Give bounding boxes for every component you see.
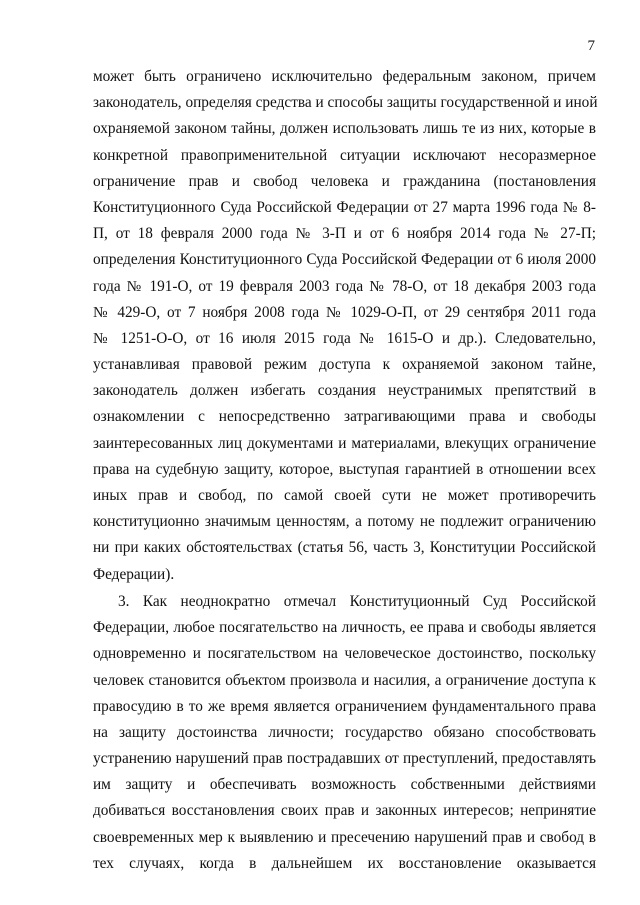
text-line: ограничение прав и свобод человека и гражданина (постановления	[93, 172, 596, 190]
text-line: на защиту достоинства личности; государство обязано способствовать	[93, 723, 596, 741]
text-line: права на судебную защиту, которое, выступая гарантией в отношении всех	[93, 460, 596, 478]
text-line: законодатель должен избегать создания неустранимых препятствий в	[93, 382, 596, 400]
text-line: ознакомлении с непосредственно затрагивающими права и свободы	[93, 408, 596, 426]
text-line: Конституционного Суда Российской Федерации от 27 марта 1996 года № 8-	[93, 198, 596, 216]
text-line: человек становится объектом произвола и насилия, а ограничение доступа к	[93, 671, 596, 689]
text-line: П, от 18 февраля 2000 года № 3-П и от 6 ноября 2014 года № 27-П;	[93, 225, 596, 243]
text-line: определения Конституционного Суда Российской Федерации от 6 июля 2000	[93, 251, 596, 269]
paragraph-1	[93, 64, 596, 588]
text-line: добиваться восстановления своих прав и законных интересов; непринятие	[93, 802, 596, 820]
text-line: устранению нарушений прав пострадавших от преступлений, предоставлять	[93, 750, 596, 768]
paragraph-2	[93, 589, 596, 877]
text-line: № 1251-О-О, от 16 июля 2015 года № 1615-О и др.). Следовательно,	[93, 329, 596, 347]
text-line: ни при каких обстоятельствах (статья 56, часть 3, Конституции Российской	[93, 539, 596, 557]
text-line: заинтересованных лиц документами и материалами, влекущих ограничение	[93, 434, 596, 452]
text-line: № 429-О, от 7 ноября 2008 года № 1029-О-П, от 29 сентября 2011 года	[93, 303, 596, 321]
text-line: Федерации).	[93, 565, 175, 583]
document-body	[93, 64, 596, 877]
text-line: года № 191-О, от 19 февраля 2003 года № 78-О, от 18 декабря 2003 года	[93, 277, 596, 295]
text-line: устанавливая правовой режим доступа к охраняемой законом тайне,	[93, 356, 596, 374]
text-line: одновременно и посягательством на человеческое достоинство, поскольку	[93, 645, 596, 663]
text-line: им защиту и обеспечивать возможность собственными действиями	[93, 776, 596, 794]
text-line: иных прав и свобод, по самой своей сути не может противоречить	[93, 487, 596, 504]
text-line: правосудию в то же время является ограничением фундаментального права	[93, 697, 596, 715]
text-line: конституционно значимым ценностям, а потому не подлежит ограничению	[93, 513, 596, 531]
page-number: 7	[587, 38, 595, 54]
text-line: своевременных мер к выявлению и пресечению нарушений прав и свобод в	[93, 828, 596, 846]
text-line: тех случаях, когда в дальнейшем их восстановление оказывается	[93, 854, 596, 872]
text-line: Федерации, любое посягательство на личность, ее права и свободы является	[93, 619, 596, 637]
text-line: законодатель, определяя средства и способы защиты государственной и иной	[93, 94, 598, 112]
text-line: 3. Как неоднократно отмечал Конституционный Суд Российской	[118, 592, 596, 610]
text-line: конкретной правоприменительной ситуации исключают несоразмерное	[93, 146, 596, 164]
text-line: может быть ограничено исключительно федеральным законом, причем	[93, 68, 596, 85]
text-line: охраняемой законом тайны, должен использовать лишь те из них, которые в	[93, 120, 596, 138]
